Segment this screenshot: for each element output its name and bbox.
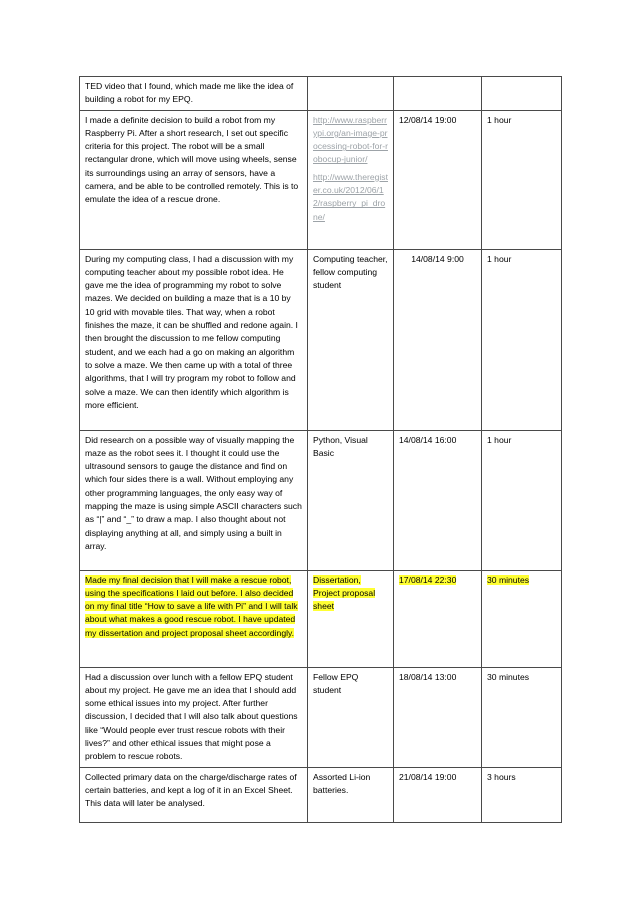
- source-cell: Fellow EPQ student: [308, 667, 394, 767]
- table-row-highlighted: [80, 570, 562, 667]
- date-cell: 14/08/14 9:00: [394, 249, 482, 430]
- time-cell: 1 hour: [482, 110, 562, 249]
- time-cell: 1 hour: [482, 430, 562, 570]
- highlighted-text: 17/08/14 22:30: [399, 574, 457, 585]
- description-cell: [80, 570, 308, 667]
- time-cell: 1 hour: [482, 249, 562, 430]
- date-cell: [394, 570, 482, 667]
- date-cell: [394, 77, 482, 111]
- date-cell: 12/08/14 19:00: [394, 110, 482, 249]
- table-row: [80, 667, 562, 767]
- source-cell: [308, 570, 394, 667]
- source-cell: Python, Visual Basic: [308, 430, 394, 570]
- source-cell: [308, 77, 394, 111]
- description-cell: During my computing class, I had a discussion with my computing teacher about my possible robot idea. He gave me the idea of programming my robot to solve mazes. We decided on building a maze that is a 10 by 10 grid with movable tiles. That way, when a robot finishes the maze, it can be shuffled and redone again. I then brought the discussion to me fellow computing student, and we each had a go on making an algorithm to solve a maze. We then came up with a total of three algorithms, that I will try program my robot to follow and solve a maze. We can then identify which algorithm is more efficient.: [80, 249, 308, 430]
- description-cell: Collected primary data on the charge/discharge rates of certain batteries, and kept a log of it in an Excel Sheet. This data will later be analysed.: [80, 767, 308, 822]
- table-row: [80, 77, 562, 111]
- highlighted-text: Made my final decision that I will make a rescue robot, using the specifications I laid out before. I also decided on my final title “How to save a life with Pi” and I will talk about what makes a good rescue robot. I have updated my dissertation and project proposal sheet accordingly.: [85, 574, 298, 638]
- highlighted-text: 30 minutes: [487, 574, 530, 585]
- table-row: [80, 430, 562, 570]
- date-cell: 18/08/14 13:00: [394, 667, 482, 767]
- table-row: [80, 767, 562, 822]
- source-cell: Computing teacher, fellow computing student: [308, 249, 394, 430]
- time-cell: 30 minutes: [482, 667, 562, 767]
- source-link[interactable]: http://www.raspberrypi.org/an-image-processing-robot-for-robocup-junior/: [313, 114, 388, 165]
- description-cell: I made a definite decision to build a robot from my Raspberry Pi. After a short research, I set out specific criteria for this project. The robot will be a small rectangular drone, which will move using wheels, sense its surroundings using an array of sensors, have a camera, and be able to be controlled remotely. This is to emulate the idea of a rescue drone.: [80, 110, 308, 249]
- highlighted-text: Dissertation, Project proposal sheet: [313, 574, 376, 612]
- time-cell: 3 hours: [482, 767, 562, 822]
- source-cell: [308, 110, 394, 249]
- table-row: [80, 249, 562, 430]
- date-cell: 14/08/14 16:00: [394, 430, 482, 570]
- description-cell: Had a discussion over lunch with a fellow EPQ student about my project. He gave me an idea that I should add some ethical issues into my project. After further discussion, I decided that I will also talk about questions like “Would people ever trust rescue robots with their lives?” and other ethical issues that might pose a problem to rescue robots.: [80, 667, 308, 767]
- description-cell: Did research on a possible way of visually mapping the maze as the robot sees it. I thought it could use the ultrasound sensors to gauge the distance and find on which four sides there is a wall. Without employing any other programming languages, the only easy way of mapping the maze is using simple ASCII characters such as “|” and “_” to draw a map. I also thought about not displaying anything at all, and simply using a built in array.: [80, 430, 308, 570]
- table-row: [80, 110, 562, 249]
- activity-log-table: [79, 76, 562, 823]
- source-link[interactable]: http://www.theregister.co.uk/2012/06/12/raspberry_pi_drone/: [313, 171, 388, 222]
- time-cell: [482, 77, 562, 111]
- source-cell: Assorted Li-ion batteries.: [308, 767, 394, 822]
- date-cell: 21/08/14 19:00: [394, 767, 482, 822]
- description-cell: TED video that I found, which made me like the idea of building a robot for my EPQ.: [80, 77, 308, 111]
- time-cell: [482, 570, 562, 667]
